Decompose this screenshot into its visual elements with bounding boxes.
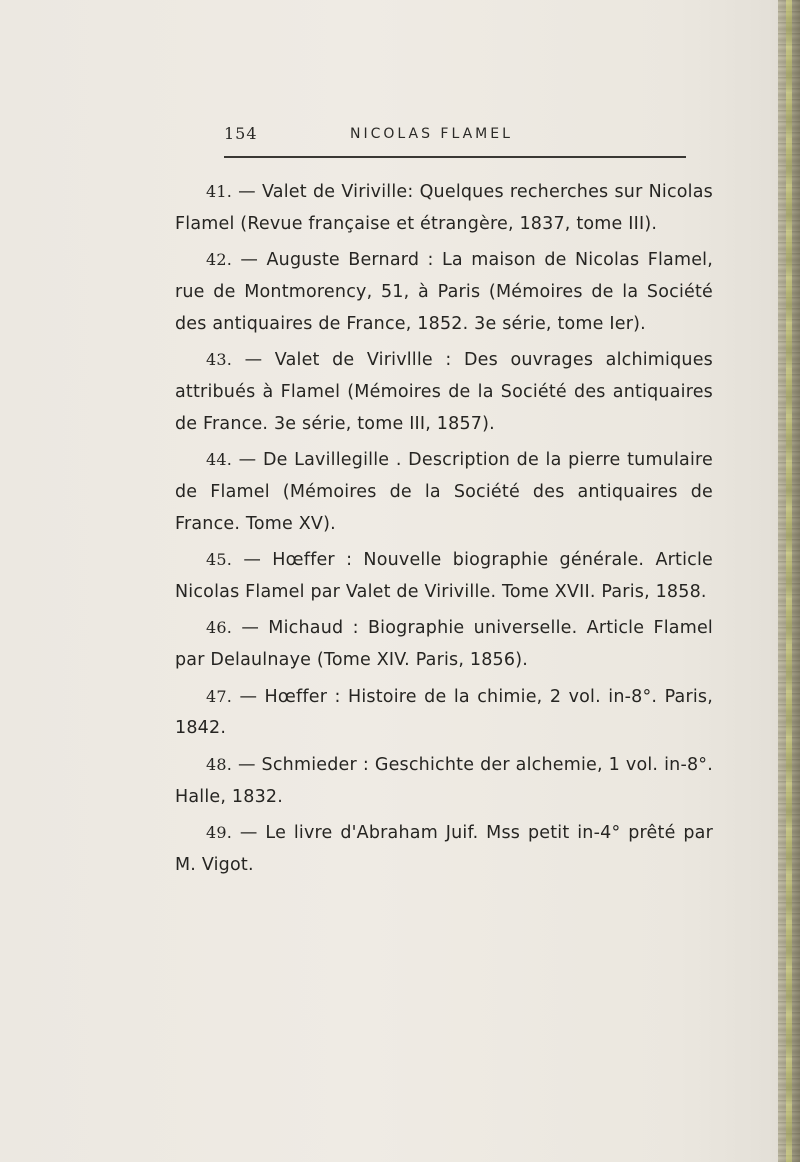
bibliography-entry-41 — [175, 176, 713, 241]
header-rule — [224, 156, 686, 158]
entry-number: 45. — [206, 550, 233, 570]
entry-number: 42. — [206, 250, 233, 270]
page-edge-stain — [786, 0, 792, 1162]
bibliography-entry-44 — [175, 444, 713, 540]
entry-number: 47. — [206, 686, 233, 706]
bibliography-entry-43 — [175, 344, 713, 440]
entry-number: 41. — [206, 182, 233, 201]
bibliography-list — [175, 176, 713, 885]
entry-number: 44. — [206, 450, 233, 470]
running-title: NICOLAS FLAMEL — [350, 126, 513, 142]
entry-number: 49. — [206, 822, 233, 842]
page-header — [224, 124, 684, 150]
entry-text: — Hœffer : Histoire de la chimie, 2 vol. in-8°. Paris, 1842. — [175, 686, 713, 739]
entry-text: — Auguste Bernard : La maison de Nicolas Flamel, rue de Montmorency, 51, à Paris (Mémoires de la Société des antiquaires de France, 1852. 3e série, tome Ier). — [175, 250, 714, 334]
bibliography-entry-46 — [175, 612, 713, 677]
bibliography-entry-42 — [175, 244, 713, 340]
entry-text: — De Lavillegille . Description de la pierre tumulaire de Flamel (Mémoires de la Société des antiquaires de France. Tome XV). — [175, 450, 714, 534]
page-number: 154 — [224, 124, 258, 143]
entry-number: 48. — [206, 754, 233, 774]
entry-text: — Michaud : Biographie universelle. Article Flamel par Delaulnaye (Tome XIV. Paris, 1856). — [175, 618, 713, 671]
entry-text: — Valet de Viriville: Quelques recherches sur Nicolas Flamel (Revue française et étrangère, 1837, tome III). — [175, 182, 713, 234]
bibliography-entry-47 — [175, 681, 713, 746]
bibliography-entry-48 — [175, 749, 713, 814]
bibliography-entry-45 — [175, 544, 713, 609]
bibliography-entry-49 — [175, 817, 713, 882]
entry-number: 43. — [206, 350, 233, 370]
entry-number: 46. — [206, 618, 233, 638]
page-edge — [778, 0, 800, 1162]
entry-text: — Le livre d'Abraham Juif. Mss petit in-4° prêté par M. Vigot. — [175, 822, 713, 875]
entry-text: — Hœffer : Nouvelle biographie générale. Article Nicolas Flamel par Valet de Viriville. Tome XVII. Paris, 1858. — [175, 550, 713, 602]
entry-text: — Schmieder : Geschichte der alchemie, 1 vol. in-8°. Halle, 1832. — [175, 754, 714, 807]
entry-text: — Valet de Virivllle : Des ouvrages alchimiques attribués à Flamel (Mémoires de la Société des antiquaires de France. 3e série, tome III, 1857). — [175, 350, 714, 434]
